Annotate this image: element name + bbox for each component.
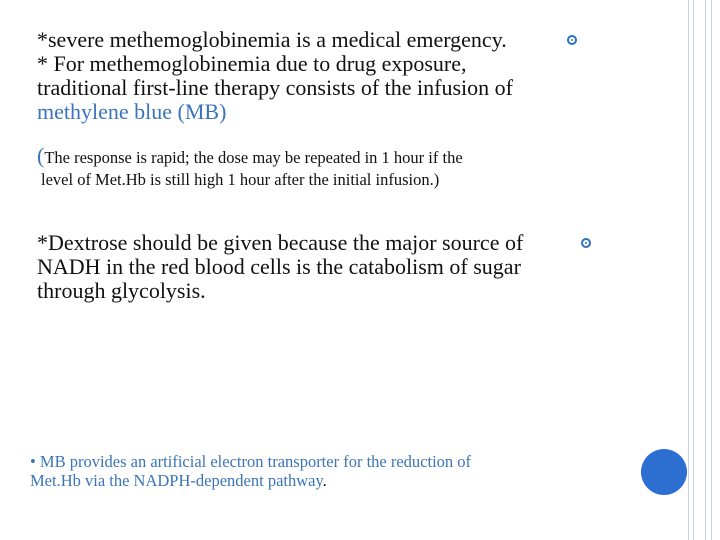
p2-line-3: through glycolysis. <box>37 278 206 303</box>
circle-bullet-icon <box>581 238 591 248</box>
frame-line <box>693 0 694 540</box>
response-line-1: The response is rapid; the dose may be repeated in 1 hour if the <box>44 148 463 167</box>
note-end: . <box>322 471 327 490</box>
p1-line-3: traditional first-line therapy consists of the infusion of <box>37 75 513 100</box>
p1-line-2: * For methemoglobinemia due to drug exposure, <box>37 51 467 76</box>
frame-line <box>711 0 712 540</box>
note-line-1: • MB provides an artificial electron transporter for the reduction of <box>30 452 472 471</box>
response-line-2: level of Met.Hb is still high 1 hour after the initial infusion.) <box>41 170 440 189</box>
response-note <box>37 144 597 190</box>
p1-line-1: *severe methemoglobinemia is a medical emergency. <box>37 27 507 52</box>
mb-note <box>30 452 550 490</box>
frame-line <box>705 0 706 540</box>
frame-line <box>688 0 689 540</box>
note-line-2: Met.Hb via the NADPH-dependent pathway <box>30 471 323 490</box>
p2-line-2: NADH in the red blood cells is the catabolism of sugar <box>37 254 521 279</box>
paragraph-1 <box>37 28 597 124</box>
open-paren: ( <box>37 143 45 168</box>
p1-line-4: methylene blue (MB) <box>37 99 227 124</box>
paragraph-2 <box>37 231 597 303</box>
blue-circle <box>641 449 687 495</box>
p2-line-1: *Dextrose should be given because the major source of <box>37 230 524 255</box>
circle-bullet-icon <box>567 35 577 45</box>
